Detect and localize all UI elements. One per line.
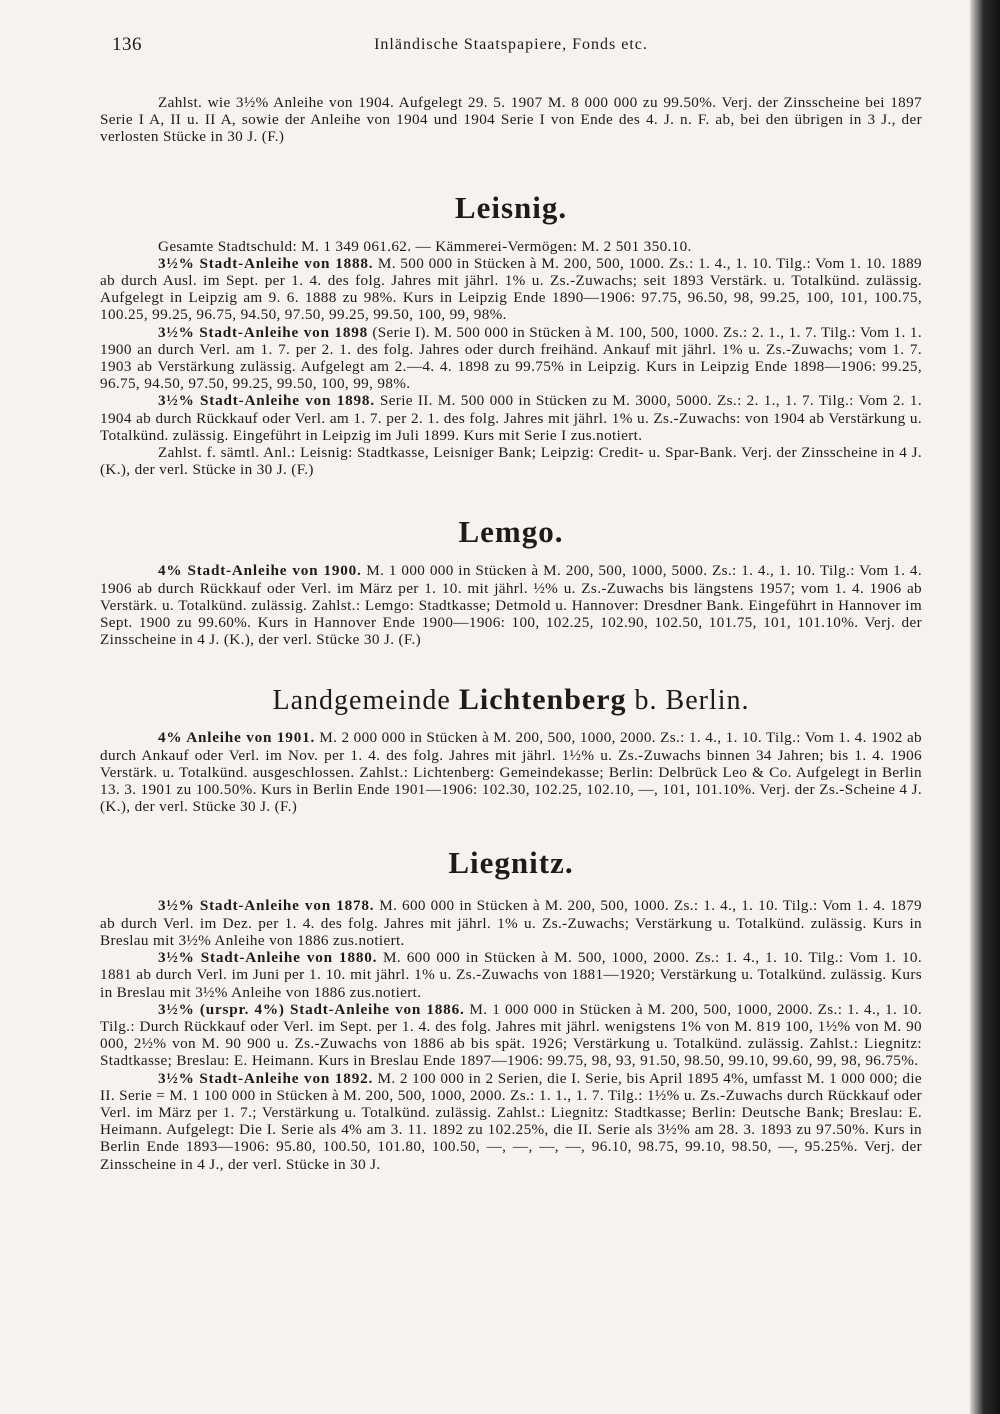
page-header (100, 28, 922, 68)
lichtenberg-loan-1901 (100, 729, 922, 815)
leisnig-paying-agents: Zahlst. f. sämtl. Anl.: Leisnig: Stadtkasse, Leisniger Bank; Leipzig: Credit- u. Spar-Bank. Verj. der Zinsscheine in 4 J. (K.), der verl. Stücke in 30 J. (F.) (100, 444, 922, 479)
loan-title: 3½% Stadt-Anleihe von 1880. (158, 949, 378, 967)
loan-title: 3½% Stadt-Anleihe von 1888. (158, 254, 374, 272)
loan-text: (Serie I). M. 500 000 in Stücken à M. 100, 500, 1000. Zs.: 2. 1., 1. 7. Tilg.: Vom 1. 1. 1900 an durch Verl. am 1. 7. per 2. 1. des folg. Jahres oder durch freihänd. Ankauf mit jährl. 1% u. Zs.-Zuwachs; vom 1. 7. 1903 ab Verstärkung zulässig. Aufgelegt am 2.—4. 4. 1898 zu 99.75% in Leipzig. Kurs in Leipzig Ende 1898—1906: 99.25, 96.75, 94.50, 97.50, 99.25, 99.50, 100, 99, 98%. (100, 323, 922, 393)
leisnig-loan-1898-serie-1 (100, 324, 922, 393)
page-edge-shadow (970, 0, 1000, 1414)
liegnitz-loan-1878 (100, 897, 922, 949)
loan-text: M. 1 000 000 in Stücken à M. 200, 500, 1000, 5000. Zs.: 1. 4., 1. 10. Tilg.: Vom 1. 4. 1906 ab durch Rückkauf oder Verl. im März per 1. 10. mit jährl. ½% u. Zs.-Zuwachs bis längstens 1957; vom 1. 4. 1906 ab Verstärk. u. Totalkünd. zulässig. Zahlst.: Lemgo: Stadtkasse; Detmold u. Hannover: Dresdner Bank. Eingeführt in Hannover im Sept. 1900 zu 99.60%. Kurs in Hannover Ende 1900—1906: 100, 102.25, 102.90, 102.50, 101.75, 101, 101.10%. Verj. der Zinsscheine in 4 J. (K.), der verl. Stücke 30 J. (F.) (100, 562, 922, 649)
loan-title: 4% Anleihe von 1901. (158, 729, 316, 747)
city-heading-prefix: Landgemeinde (272, 685, 459, 717)
loan-title: 4% Stadt-Anleihe von 1900. (158, 562, 362, 580)
leisnig-summary: Gesamte Stadtschuld: M. 1 349 061.62. — Kämmerei-Vermögen: M. 2 501 350.10. (158, 237, 692, 255)
leisnig-loan-1888 (100, 255, 922, 324)
loan-title: 3½% (urspr. 4%) Stadt-Anleihe von 1886. (158, 1000, 465, 1018)
city-heading-suffix: b. Berlin. (626, 685, 750, 717)
document-page (100, 28, 922, 1398)
intro-paragraph: Zahlst. wie 3½% Anleihe von 1904. Aufgelegt 29. 5. 1907 M. 8 000 000 zu 99.50%. Verj. der Zinsscheine bei 1897 Serie I A, II u. II A, sowie der Anleihe von 1904 und 1904 Serie I von Ende des 4. J. n. F. ab, bei den übrigen in 3 J., der verlosten Stücke in 30 J. (F.) (100, 94, 922, 146)
loan-title: 3½% Stadt-Anleihe von 1878. (158, 897, 375, 915)
lemgo-loan-1900 (100, 562, 922, 648)
city-heading-leisnig: Leisnig. (454, 189, 568, 225)
city-heading-lichtenberg (100, 680, 922, 721)
city-heading-liegnitz: Liegnitz. (448, 845, 574, 881)
liegnitz-loan-1880 (100, 949, 922, 1001)
loan-title: 3½% Stadt-Anleihe von 1892. (158, 1069, 374, 1087)
loan-text: M. 1 000 000 in Stücken à M. 200, 500, 1000, 2000. Zs.: 1. 4., 1. 10. Tilg.: Durch Rückkauf oder Verl. im Sept. per 1. 4. des folg. Jahres mit jährl. wenigstens 1% von M. 819 100, 1½% von M. 90 000, 2½% von M. 90 900 u. Zs.-Zuwachs von 1886 ab bis spät. 1926; Verstärkung u. Totalkünd. zulässig. Zahlst.: Liegnitz: Stadtkasse; Breslau: E. Heimann. Kurs in Breslau Ende 1897—1906: 99.75, 98, 93, 91.50, 98.50, 99.10, 99.60, 99, 98, 96.75%. (100, 1000, 923, 1070)
loan-text: M. 600 000 in Stücken à M. 500, 1000, 2000. Zs.: 1. 4., 1. 10. Tilg.: Vom 1. 10. 1881 ab durch Verl. im Juni per 1. 10. mit jährl. 1% u. Zs.-Zuwachs von 1881—1920; Verstärkung u. Totalkünd. zulässig. Kurs in Breslau mit 3½% Anleihe von 1886 zus.notiert. (100, 949, 922, 1001)
city-heading-lemgo: Lemgo. (458, 514, 564, 550)
loan-title: 3½% Stadt-Anleihe von 1898. (158, 392, 375, 410)
city-heading-name: Lichtenberg (458, 683, 627, 717)
leisnig-loan-1898-serie-2 (100, 392, 922, 444)
liegnitz-loan-1886 (100, 1001, 922, 1070)
loan-text: M. 600 000 in Stücken à M. 200, 500, 1000. Zs.: 1. 4., 1. 10. Tilg.: Vom 1. 4. 1879 ab durch Verl. im Dez. per 1. 4. des folg. Jahres mit jährl. 1% u. Zs.-Zuwachs; Verstärkung u. Totalkünd. zulässig. Kurs in Breslau mit 3½% Anleihe von 1886 zus.notiert. (100, 897, 922, 949)
loan-title: 3½% Stadt-Anleihe von 1898 (158, 323, 369, 341)
page-number: 136 (112, 34, 142, 55)
loan-text: Serie II. M. 500 000 in Stücken zu M. 3000, 5000. Zs.: 2. 1., 1. 7. Tilg.: Vom 2. 1. 1904 ab durch Rückkauf oder Verl. am 1. 7. per 2. 1. des folg. Jahres mit jährl. 1% u. Zs.-Zuwachs: von 1904 ab Verstärkung u. Totalkünd. zulässig. Eingeführt in Leipzig im Juli 1899. Kurs mit Serie I zus.notiert. (100, 392, 922, 444)
liegnitz-loan-1892 (100, 1070, 922, 1173)
loan-text: M. 2 100 000 in 2 Serien, die I. Serie, bis April 1895 4%, umfasst M. 1 000 000; die II. Serie = M. 1 100 000 in Stücken à M. 200, 500, 1000, 2000. Zs.: 1. 1., 1. 7. Tilg.: 1½% u. Zs.-Zuwachs durch Rückkauf oder Verl. im März per 1. 7.; Verstärkung u. Totalkünd. zulässig. Zahlst.: Liegnitz: Stadtkasse; Berlin: Deutsche Bank; Breslau: E. Heimann. Aufgelegt: Die I. Serie als 4% am 3. 11. 1892 zu 102.25%, die II. Serie als 3½% am 28. 3. 1893 zu 97.50%. Kurs in Berlin Ende 1893—1906: 95.80, 100.50, 101.80, 100.50, —, —, —, —, 96.10, 98.75, 99.10, 98.50, —, 95.25%. Verj. der Zinsscheine in 4 J., der verl. Stücke in 30 J. (100, 1069, 922, 1173)
loan-text: M. 500 000 in Stücken à M. 200, 500, 1000. Zs.: 1. 4., 1. 10. Tilg.: Vom 1. 10. 1889 ab durch Ausl. im Sept. per 1. 4. des folg. Jahres mit jährl. 1% u. Zs.-Zuwachs; seit 1893 Verstärk. u. Totalkünd. zulässig. Aufgelegt in Leipzig am 9. 6. 1888 zu 98%. Kurs in Leipzig Ende 1890—1906: 97.75, 96.50, 98, 99.25, 100, 101, 100.75, 100.25, 99.25, 96.75, 94.50, 97.50, 99.25, 99.50, 100, 99, 98%. (100, 254, 922, 324)
loan-text: M. 2 000 000 in Stücken à M. 200, 500, 1000, 2000. Zs.: 1. 4., 1. 10. Tilg.: Vom 1. 4. 1902 ab durch Ankauf oder Verl. im Nov. per 1. 4. des folg. Jahres mit jährl. 1½% u. Zs.-Zuwachs binnen 34 Jahren; bis 1. 4. 1906 Verstärk. u. Totalkünd. ausgeschlossen. Zahlst.: Lichtenberg: Gemeindekasse; Berlin: Delbrück Leo & Co. Aufgelegt in Berlin 13. 3. 1901 zu 100.50%. Kurs in Berlin Ende 1901—1906: 102.30, 102.25, 102.10, —, 101, 101.10%. Verj. der Zs.-Scheine 4 J. (K.), der verl. Stücke 30 J. (F.) (100, 729, 922, 816)
running-title: Inländische Staatspapiere, Fonds etc. (374, 36, 648, 53)
